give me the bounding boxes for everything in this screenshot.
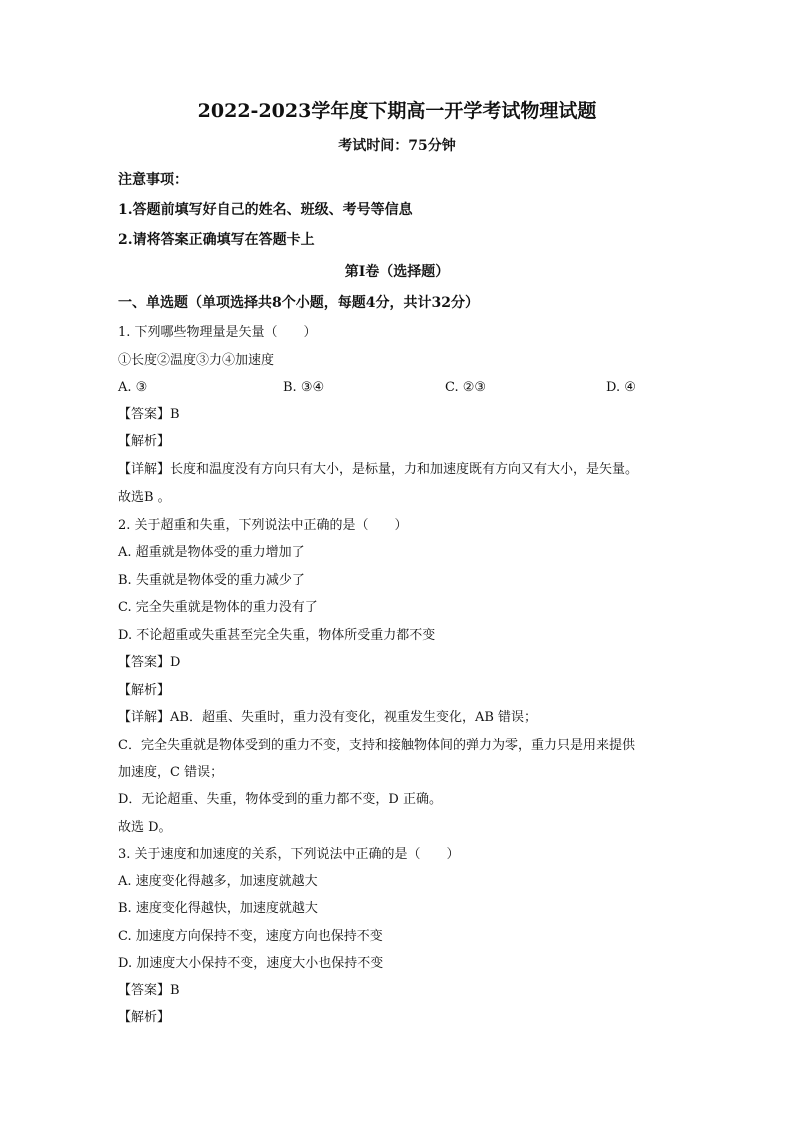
q2-conclusion: 故选 D。 bbox=[118, 820, 172, 835]
q2-answer: 【答案】D bbox=[118, 655, 181, 670]
q2-stem: 2. 关于超重和失重，下列说法中正确的是（ ） bbox=[118, 518, 408, 533]
q1-analysis: 【解析】 bbox=[118, 434, 171, 449]
q1-stem: 1. 下列哪些物理量是矢量（ ） bbox=[118, 325, 317, 340]
q3-option-a: A. 速度变化得越多，加速度就越大 bbox=[118, 874, 318, 889]
q2-option-c: C. 完全失重就是物体的重力没有了 bbox=[118, 600, 318, 615]
exam-time: 考试时间：75分钟 bbox=[338, 138, 456, 154]
q3-stem: 3. 关于速度和加速度的关系，下列说法中正确的是（ ） bbox=[118, 847, 460, 862]
notice-heading: 注意事项： bbox=[118, 172, 188, 188]
q2-option-a: A. 超重就是物体受的重力增加了 bbox=[118, 545, 305, 560]
q2-detail-3: 加速度，C 错误； bbox=[118, 765, 224, 780]
notice-item-2: 2.请将答案正确填写在答题卡上 bbox=[118, 232, 315, 248]
q2-detail-4: D．无论超重、失重，物体受到的重力都不变，D 正确。 bbox=[118, 792, 442, 807]
q3-option-d: D. 加速度大小保持不变，速度大小也保持不变 bbox=[118, 956, 384, 971]
q1-option-a: A. ③ bbox=[118, 380, 148, 395]
section-title: 一、单选题（单项选择共8个小题，每题4分，共计32分） bbox=[118, 295, 479, 311]
q2-detail-1: 【详解】AB．超重、失重时，重力没有变化，视重发生变化，AB 错误； bbox=[118, 710, 538, 725]
q2-detail-2: C．完全失重就是物体受到的重力不变，支持和接触物体间的弹力为零，重力只是用来提供 bbox=[118, 738, 635, 753]
q2-option-b: B. 失重就是物体受的重力减少了 bbox=[118, 573, 305, 588]
q1-answer: 【答案】B bbox=[118, 407, 180, 422]
q1-detail: 【详解】长度和温度没有方向只有大小，是标量，力和加速度既有方向又有大小，是矢量。 bbox=[118, 462, 639, 477]
q1-option-b: B. ③④ bbox=[283, 380, 325, 395]
exam-title: 2022-2023学年度下期高一开学考试物理试题 bbox=[197, 100, 597, 122]
part-title: 第I卷（选择题） bbox=[344, 264, 450, 280]
q1-option-d: D. ④ bbox=[606, 380, 636, 395]
notice-item-1: 1.答题前填写好自己的姓名、班级、考号等信息 bbox=[118, 202, 413, 218]
q2-option-d: D. 不论超重或失重甚至完全失重，物体所受重力都不变 bbox=[118, 628, 436, 643]
q2-analysis: 【解析】 bbox=[118, 683, 171, 698]
q3-option-c: C. 加速度方向保持不变，速度方向也保持不变 bbox=[118, 929, 383, 944]
q3-answer: 【答案】B bbox=[118, 983, 180, 998]
q1-option-c: C. ②③ bbox=[445, 380, 487, 395]
q3-option-b: B. 速度变化得越快，加速度就越大 bbox=[118, 901, 318, 916]
q1-items: ①长度②温度③力④加速度 bbox=[118, 353, 275, 368]
q3-analysis: 【解析】 bbox=[118, 1010, 171, 1025]
q1-conclusion: 故选B 。 bbox=[118, 490, 171, 505]
